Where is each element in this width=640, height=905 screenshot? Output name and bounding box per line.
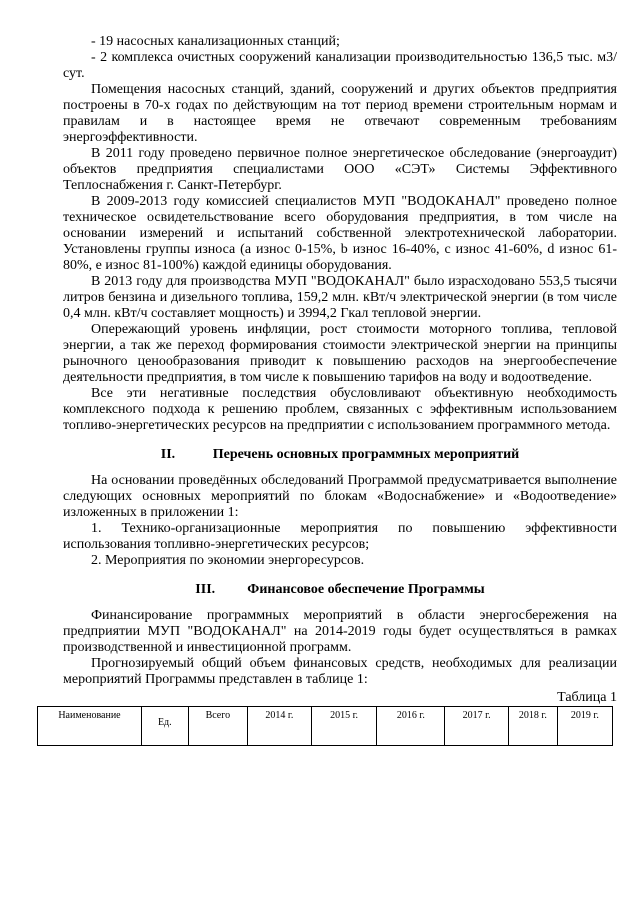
list-item-organizational-measures: 1. Технико-организационные мероприятия по повышению эффективности использования топливно-энергетических ресурсов; [63, 521, 617, 552]
table-caption: Таблица 1 [557, 690, 617, 705]
paragraph-consequences: Все эти негативные последствия обусловливают объективную необходимость комплексного подхода к решению проблем, связанных с эффективным использованием топливо-энергетических ресурсов на предприятии с использованием программного метода. [63, 386, 617, 433]
table-header-cell: Всего [188, 707, 247, 746]
section-title: Финансовое обеспечение Программы [247, 582, 485, 597]
paragraph-consumption-2013: В 2013 году для производства МУП "ВОДОКАНАЛ" было израсходовано 553,5 тысячи литров бензина и дизельного топлива, 159,2 млн. кВт/ч электрической энергии (в том числе 0,4 млн. кВт/ч составляет мощность) и 3994,2 Гкал тепловой энергии. [63, 274, 617, 321]
table-header-cell: Ед. [141, 707, 188, 746]
section-heading-3 [63, 582, 617, 598]
paragraph-energy-audit: В 2011 году проведено первичное полное энергетическое обследование (энергоаудит) объектов предприятия специалистами ООО «СЭТ» Системы Эффективного Теплоснабжения г. Санкт-Петербург. [63, 146, 617, 193]
table-header-cell: 2016 г. [377, 707, 445, 746]
list-item-treatment-facilities: - 2 комплекса очистных сооружений канализации производительностью 136,5 тыс. м3/сут. [63, 50, 617, 81]
list-item-pumping-stations: - 19 насосных канализационных станций; [91, 34, 340, 49]
section-heading-2 [63, 447, 617, 463]
document-page [58, 34, 617, 746]
table-header-cell: 2019 г. [557, 707, 612, 746]
table-header-cell: 2015 г. [311, 707, 377, 746]
list-item-saving-measures: 2. Мероприятия по экономии энергоресурсов. [91, 553, 365, 568]
table-header-cell: 2014 г. [248, 707, 312, 746]
paragraph-buildings: Помещения насосных станций, зданий, сооружений и других объектов предприятия построены в 70-х годах по действующим на тот период времени строительным нормам и правилам и в настоящее время не отвечают современным требованиям энергоэффективности. [63, 82, 617, 145]
paragraph-program-basis: На основании проведённых обследований Программой предусматривается выполнение следующих основных мероприятий по блокам «Водоснабжение» и «Водоотведение» изложенных в приложении 1: [63, 473, 617, 520]
paragraph-financing: Финансирование программных мероприятий в области энергосбережения на предприятии МУП "ВОДОКАНАЛ" на 2014-2019 годы будет осуществляться в рамках производственной и инвестиционной программ. [63, 608, 617, 655]
table-header-cell: 2018 г. [508, 707, 557, 746]
section-number: II. [160, 447, 176, 462]
paragraph-forecast: Прогнозируемый общий объем финансовых средств, необходимых для реализации мероприятий Программы представлен в таблице 1: [63, 656, 617, 687]
section-title: Перечень основных программных мероприятий [212, 447, 520, 462]
table-header-row [38, 707, 613, 746]
table-header-cell: Наименование [38, 707, 142, 746]
paragraph-technical-inspection: В 2009-2013 году комиссией специалистов МУП "ВОДОКАНАЛ" проведено полное техническое освидетельствование всего оборудования предприятия, в том числе на основании измерений и испытаний собственной электротехнической лаборатории. Установлены группы износа (а износ 0-15%, b износ 16-40%, c износ 41-60%, d износ 61-80%, e износ 81-100%) каждой единицы оборудования. [63, 194, 617, 273]
table-header-cell: 2017 г. [445, 707, 509, 746]
financing-table [37, 706, 613, 746]
paragraph-inflation: Опережающий уровень инфляции, рост стоимости моторного топлива, тепловой энергии, а так же переход формирования стоимости электрической энергии на принципы рыночного ценообразования приводит к повышению расходов на энергообеспечение деятельности предприятия, в том числе к повышению тарифов на воду и водоотведение. [63, 322, 617, 385]
section-number: III. [195, 582, 216, 597]
